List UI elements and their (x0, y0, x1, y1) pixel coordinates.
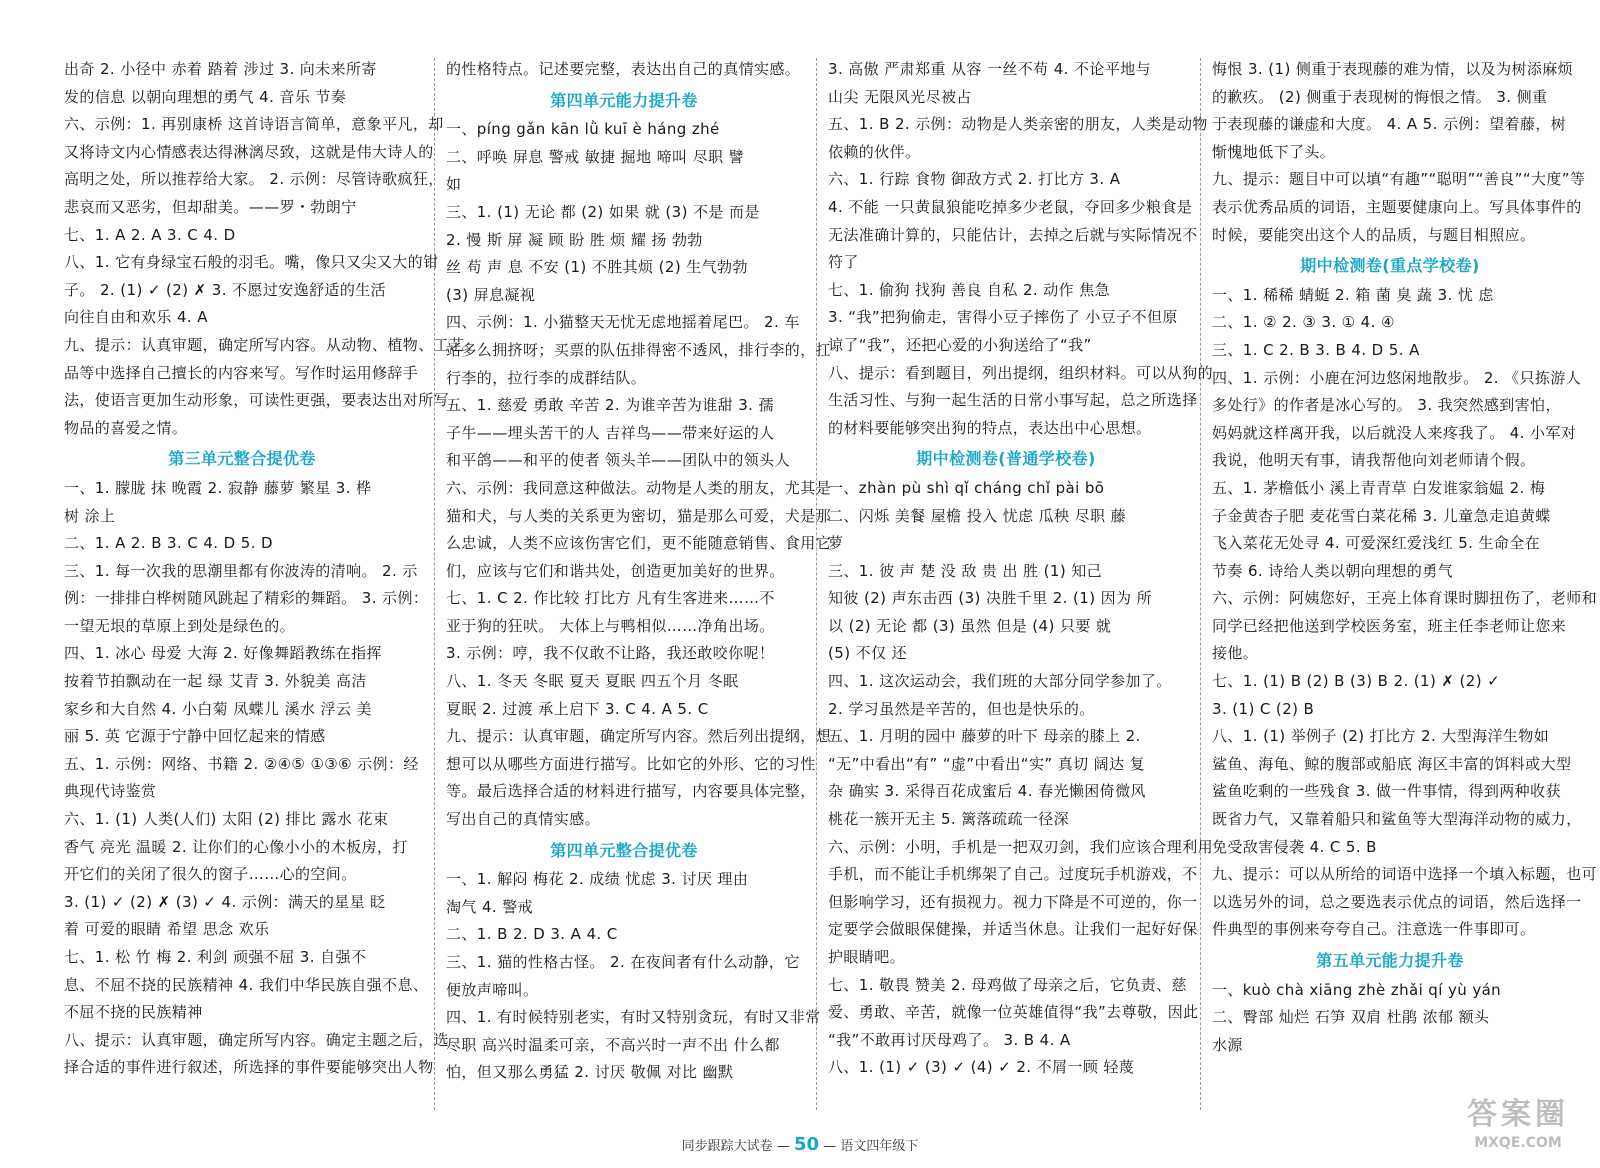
answer-line: 八、1. 冬天 冬眠 夏天 夏眠 四五个月 冬眠 (446, 672, 739, 691)
answer-line: 的性格特点。记述要完整，表达出自己的真情实感。 (446, 60, 801, 78)
answer-line: 定要学会做眼保健操，并适当休息。让我们一起好好保 (828, 920, 1198, 939)
section-heading: 第三单元整合提优卷 (168, 449, 316, 469)
answer-line: 五、1. B 2. 示例：动物是人类亲密的朋友，人类是动物 (828, 115, 1208, 134)
answer-line: 开它们的关闭了很久的窗子……心的空间。 (64, 865, 357, 884)
answer-line: 符了 (828, 253, 859, 272)
answer-line: 怕，但又那么勇猛 2. 讨厌 敬佩 对比 幽默 (446, 1063, 734, 1082)
footer-dash: — (823, 1139, 841, 1154)
answer-line: 行李的，拉行李的成群结队。 (446, 368, 647, 387)
watermark-logo (1452, 1096, 1584, 1160)
answer-line: 爱、勇敢、辛苦，就像一位英雄值得“我”去尊敬，因此 (828, 1003, 1199, 1022)
answer-line: 三、1. 猫的性格古怪。 2. 在夜间者有什么动静，它 (446, 953, 800, 971)
answer-line: 五、1. 示例：网络、书籍 2. ②④⑤ ①③⑥ 示例：经 (64, 754, 419, 773)
answer-line: 于表现藤的谦虚和大度。 4. A 5. 示例：望着藤，树 (1212, 115, 1567, 134)
answer-line: 按着节拍飘动在一起 绿 艾青 3. 外貌美 高洁 (64, 672, 367, 691)
answer-line: 3. “我”把狗偷走，害得小豆子摔伤了 小豆子不但原 (828, 308, 1178, 327)
answer-line: “我”不敢再讨厌母鸡了。 3. B 4. A (828, 1030, 1071, 1049)
answer-line: (3) 屏息凝视 (446, 285, 536, 304)
answer-line: 九、提示：题目中可以填“有趣”“聪明”“善良”“大度”等 (1212, 170, 1586, 189)
answer-line: 八、1. (1) 举例子 (2) 打比方 2. 大型海洋生物如 (1212, 727, 1550, 746)
answer-line: 妈妈就这样离开我，以后就没人来疼我了。 4. 小军对 (1212, 423, 1577, 442)
answer-line: 一、1. 解闷 梅花 2. 成绩 忧虑 3. 讨厌 理由 (446, 870, 749, 889)
answer-line: 站多么拥挤呀；买票的队伍排得密不透风，排行李的，扛 (446, 340, 832, 359)
answer-column-3 (828, 56, 1214, 1082)
answer-line: 二、呼唤 屏息 警戒 敏捷 掘地 啼叫 尽职 譬 (446, 147, 744, 166)
answer-line: 知彼 (2) 声东击西 (3) 决胜千里 2. (1) 因为 所 (828, 589, 1152, 608)
answer-line: 节奏 6. 诗给人类以朝向理想的勇气 (1212, 561, 1454, 580)
answer-line: 法，使语言更加生动形象，可读性更强，要表达出对所写 (64, 391, 450, 410)
answer-line: 四、1. 这次运动会，我们班的大部分同学参加了。 (828, 672, 1172, 691)
answer-line: 手机，而不能让手机绑架了自己。过度玩手机游戏，不 (828, 865, 1198, 884)
answer-line: 如 (446, 175, 462, 194)
answer-line: 二、闪烁 美餐 屋檐 投入 忧虑 瓜秧 尽职 藤 (828, 506, 1126, 525)
answer-line: (5) 不仅 还 (828, 644, 907, 663)
answer-line: 择合适的事件进行叙述，所选择的事件要能够突出人物 (64, 1058, 434, 1077)
answer-line: 免受敌害侵袭 4. C 5. B (1212, 837, 1377, 856)
answer-line: 一、1. 朦胧 抹 晚霞 2. 寂静 藤萝 繁星 3. 桦 (64, 478, 372, 497)
footer-subject: 语文四年级下 (840, 1139, 919, 1154)
answer-line: 杂 确实 3. 采得百花成蜜后 4. 春光懒困倚微风 (828, 782, 1146, 801)
answer-line: 丝 苟 声 息 不安 (1) 不胜其烦 (2) 生气勃勃 (446, 258, 748, 277)
answer-line: 尽职 高兴时温柔可亲，不高兴时一声不出 什么都 (446, 1035, 780, 1054)
answer-line: 夏眠 2. 过渡 承上启下 3. C 4. A 5. C (446, 699, 709, 718)
answer-line: 八、提示：认真审题，确定所写内容。确定主题之后，选 (64, 1030, 450, 1049)
watermark-text: 答案圈 (1467, 1097, 1569, 1132)
answer-line: 出奇 2. 小径中 赤着 踏着 涉过 3. 向未来所寄 (64, 60, 377, 78)
answer-line: 3. 高傲 严肃郑重 从容 一丝不苟 4. 不论平地与 (828, 60, 1152, 78)
answer-line: 发的信息 以朝向理想的勇气 4. 音乐 节奏 (64, 87, 347, 106)
answer-line: 四、1. 冰心 母爱 大海 2. 好像舞蹈教练在指挥 (64, 644, 382, 663)
watermark-url: MXQE.COM (1474, 1135, 1562, 1151)
answer-line: 我说，他明天有事，请我帮他向刘老师请个假。 (1212, 451, 1536, 470)
answer-line: 香气 亮光 温暖 2. 让你们的心像小小的木板房，打 (64, 837, 408, 856)
answer-line: 悔恨 3. (1) 侧重于表现藤的难为情，以及为树添麻烦 (1212, 60, 1574, 78)
answer-line: 三、1. (1) 无论 都 (2) 如果 就 (3) 不是 而是 (446, 202, 760, 221)
answer-line: 五、1. 慈爱 勇敢 辛苦 2. 为谁辛苦为谁甜 3. 孺 (446, 396, 774, 415)
answer-line: 生活习性、与狗一起生活的日常小事写起，总之所选择 (828, 391, 1198, 410)
answer-line: 亚于狗的狂吠。 大体上与鸭相似……净角出场。 (446, 616, 775, 635)
answer-line: 一、zhàn pù shì qǐ cháng chǐ pài bō (828, 478, 1105, 497)
answer-line: 九、提示：可以从所给的词语中选择一个填入标题，也可 (1212, 865, 1598, 884)
answer-line: 猫和犬，与人类的关系更为密切，猫是那么可爱，犬是那 (446, 506, 832, 525)
answer-line: 六、示例：我同意这种做法。动物是人类的朋友，尤其是 (446, 478, 832, 497)
answer-line: 四、1. 示例：小鹿在河边悠闲地散步。 2. 《只拣游人 (1212, 368, 1582, 387)
answer-column-1 (64, 56, 465, 1082)
answer-line: 二、1. ② 2. ③ 3. ① 4. ④ (1212, 313, 1395, 332)
answer-line: 七、1. (1) B (2) B (3) B 2. (1) ✗ (2) ✓ (1212, 672, 1501, 691)
answer-line: 子金黄杏子肥 麦花雪白菜花稀 3. 儿童急走追黄蝶 (1212, 506, 1551, 525)
page-footer (0, 1134, 1600, 1155)
answer-line: 家乡和大自然 4. 小白菊 凤蝶儿 溪水 浮云 美 (64, 699, 372, 718)
answer-line: 五、1. 茅檐低小 溪上青青草 白发谁家翁媪 2. 梅 (1212, 478, 1546, 497)
answer-line: 四、示例：1. 小猫整天无忧无虑地摇着尾巴。 2. 车 (446, 313, 800, 332)
answer-line: 子。 2. (1) ✓ (2) ✗ 3. 不愿过安逸舒适的生活 (64, 280, 387, 299)
answer-line: 息、不屈不挠的民族精神 4. 我们中华民族自强不息、 (64, 975, 429, 994)
answer-line: 八、1. (1) ✓ (3) ✓ (4) ✓ 2. 不屑一顾 轻蔑 (828, 1058, 1135, 1077)
answer-line: 九、提示：认真审题，确定所写内容。然后列出提纲，想 (446, 727, 832, 746)
answer-line: 多处行》的作者是冰心写的。 3. 我突然感到害怕， (1212, 396, 1561, 415)
answer-line: 例：一排排白桦树随风跳起了精彩的舞蹈。 3. 示例： (64, 589, 429, 608)
answer-line: 二、1. B 2. D 3. A 4. C (446, 925, 618, 944)
answer-line: 子牛——埋头苦干的人 吉祥鸟——带来好运的人 (446, 423, 775, 442)
answer-line: 六、1. 行踪 食物 御敌方式 2. 打比方 3. A (828, 170, 1121, 189)
answer-line: 三、1. 每一次我的思潮里都有你波涛的清响。 2. 示 (64, 561, 418, 580)
answer-line: 七、1. 偷狗 找狗 善良 自私 2. 动作 焦急 (828, 280, 1111, 299)
answer-line: 六、1. (1) 人类(人们) 太阳 (2) 排比 露水 花束 (64, 810, 389, 829)
answer-line: 便放声啼叫。 (446, 980, 539, 999)
answer-line: 八、提示：看到题目，列出提纲，组织材料。可以从狗的 (828, 363, 1214, 382)
answer-line: 二、1. A 2. B 3. C 4. D 5. D (64, 534, 273, 553)
answer-line: 想可以从哪些方面进行描写。比如它的外形、它的习性 (446, 754, 816, 773)
answer-line: 六、示例：小明，手机是一把双刃剑，我们应该合理利用 (828, 837, 1214, 856)
answer-line: 同学已经把他送到学校医务室，班主任李老师让您来 (1212, 616, 1567, 635)
answer-line: 水源 (1212, 1035, 1243, 1054)
answer-line: 丽 5. 英 它源于宁静中回忆起来的情感 (64, 727, 326, 746)
answer-line: 又将诗文内心情感表达得淋漓尽致，这就是伟大诗人的 (64, 142, 434, 161)
answer-line: 桃花一簇开无主 5. 篱落疏疏一径深 (828, 810, 1070, 829)
answer-line: 以选另外的词，总之要选表示优点的词语，然后选择一 (1212, 892, 1582, 911)
answer-line: 高明之处，所以推荐给大家。 2. 示例：尽管诗歌疯狂， (64, 170, 444, 189)
answer-line: 一、1. 稀稀 蜻蜓 2. 箱 菌 臭 蔬 3. 忧 虑 (1212, 285, 1494, 304)
answer-line: 既省力气，又靠着船只和鲨鱼等大型海洋动物的威力， (1212, 810, 1582, 829)
answer-line: 一、píng gǎn kān lǜ kuī è háng zhé (446, 120, 720, 139)
answer-line: “无”中看出“有” “虚”中看出“实” 真切 阔达 复 (828, 754, 1146, 773)
answer-line: 2. 慢 斯 屏 凝 顾 盼 胜 烦 耀 扬 勃勃 (446, 230, 703, 249)
answer-line: 3. 示例：哼，我不仅敢不让路，我还敢咬你呢！ (446, 644, 775, 663)
footer-book-title: 同步跟踪大试卷 (681, 1139, 773, 1154)
answer-line: 向往自由和欢乐 4. A (64, 308, 208, 327)
answer-line: 悲哀而又恶劣，但却甜美。——罗・勃朗宁 (64, 197, 357, 216)
answer-line: 物品的喜爱之情。 (64, 418, 188, 437)
section-heading: 第四单元整合提优卷 (550, 840, 698, 860)
answer-line: 七、1. C 2. 作比较 打比方 凡有生客进来……不 (446, 589, 775, 608)
column-divider (434, 58, 435, 1110)
answer-line: 惭愧地低下了头。 (1212, 142, 1336, 161)
answer-line: 2. 学习虽然是辛苦的，但也是快乐的。 (828, 699, 1095, 718)
answer-line: 但影响学习，还有损视力。视力下降是不可逆的，你一 (828, 892, 1198, 911)
answer-line: 写出自己的真情实感。 (446, 810, 601, 829)
answer-column-4 (1212, 56, 1598, 1059)
answer-line: 八、1. 它有身绿宝石般的羽毛。嘴，像只又尖又大的钳 (64, 253, 439, 272)
answer-line: 四、1. 有时候特别老实，有时又特别贪玩，有时又非常 (446, 1008, 821, 1027)
answer-line: 等。最后选择合适的材料进行描写，内容要具体完整， (446, 782, 816, 801)
answer-line: 七、1. 松 竹 梅 2. 利剑 顽强不屈 3. 自强不 (64, 948, 367, 966)
answer-line: 依赖的伙伴。 (828, 142, 921, 161)
answer-line: 表示优秀品质的词语，主题要健康向上。写具体事件的 (1212, 197, 1582, 216)
footer-dash: — (776, 1139, 794, 1154)
answer-line: 七、1. A 2. A 3. C 4. D (64, 225, 236, 244)
answer-line: 飞入菜花无处寻 4. 可爱深红爱浅红 5. 生命全在 (1212, 534, 1541, 553)
answer-line: 4. 不能 一只黄鼠狼能吃掉多少老鼠，夺回多少粮食是 (828, 197, 1193, 216)
answer-line: 件典型的事例来夸夸自己。注意选一件事即可。 (1212, 920, 1536, 939)
answer-line: 们，应该与它们和谐共处，创造更加美好的世界。 (446, 561, 785, 580)
answer-line: 五、1. 月明的园中 藤萝的叶下 母亲的膝上 2. (828, 727, 1141, 746)
column-divider (816, 58, 817, 1110)
answer-line: 么忠诚，人类不应该伤害它们，更不能随意销售、食用它 (446, 534, 832, 553)
answer-line: 六、示例：阿姨您好，王亮上体育课时脚扭伤了，老师和 (1212, 589, 1598, 608)
answer-line: 树 涂上 (64, 506, 116, 525)
answer-line: 典现代诗鉴赏 (64, 782, 157, 801)
answer-line: 淘气 4. 警戒 (446, 897, 534, 916)
answer-line: 品等中选择自己擅长的内容来写。写作时运用修辞手 (64, 363, 419, 382)
answer-line: 萝 (828, 534, 844, 553)
answer-line: 六、示例：1. 再别康桥 这首诗语言简单，意象平凡，却 (64, 115, 444, 134)
answer-line: 着 可爱的眼睛 希望 思念 欢乐 (64, 920, 270, 939)
section-heading: 期中检测卷(重点学校卷) (1300, 256, 1480, 276)
answer-line: 九、提示：认真审题，确定所写内容。从动物、植物、工艺 (64, 335, 465, 354)
answer-line: 的材料要能够突出狗的特点，表达出中心思想。 (828, 418, 1152, 437)
answer-line: 以 (2) 无论 都 (3) 虽然 但是 (4) 只要 就 (828, 616, 1112, 635)
answer-line: 一、kuò chà xiāng zhè zhǎi qí yù yán (1212, 980, 1502, 999)
section-heading: 第五单元能力提升卷 (1316, 951, 1464, 970)
answer-line: 三、1. 彼 声 楚 没 敌 贵 出 胜 (1) 知己 (828, 561, 1103, 580)
answer-line: 三、1. C 2. B 3. B 4. D 5. A (1212, 340, 1420, 359)
page-number: 50 (793, 1134, 820, 1155)
answer-line: 二、臀部 灿烂 石笋 双肩 杜鹃 浓郁 额头 (1212, 1008, 1490, 1027)
answer-line: 3. (1) C (2) B (1212, 699, 1315, 718)
answer-line: 时候，要能突出这个人的品质，与题目相照应。 (1212, 225, 1536, 244)
answer-line: 山尖 无限风光尽被占 (828, 87, 972, 106)
answer-line: 护眼睛吧。 (828, 948, 906, 966)
answer-line: 无法准确计算的，只能估计，去掉之后就与实际情况不 (828, 225, 1198, 244)
answer-line: 和平鸽——和平的使者 领头羊——团队中的领头人 (446, 451, 790, 470)
answer-column-2 (446, 56, 832, 1087)
answer-line: 七、1. 敬畏 赞美 2. 母鸡做了母亲之后，它负责、慈 (828, 975, 1187, 994)
column-divider (1200, 58, 1201, 1110)
answer-line: 接他。 (1212, 644, 1259, 663)
answer-line: 不屈不挠的民族精神 (64, 1003, 203, 1022)
answer-line: 一望无垠的草原上到处是绿色的。 (64, 616, 296, 635)
answer-line: 3. (1) ✓ (2) ✗ (3) ✓ 4. 示例：满天的星星 眨 (64, 892, 386, 911)
answer-line: 鲨鱼吃剩的一些残食 3. 做一件事情，得到两种收获 (1212, 782, 1561, 801)
answer-line: 的歉疚。 (2) 侧重于表现树的悔恨之情。 3. 侧重 (1212, 87, 1548, 106)
section-heading: 第四单元能力提升卷 (550, 90, 698, 110)
answer-line: 谅了“我”，还把心爱的小狗送给了“我” (828, 335, 1092, 354)
section-heading: 期中检测卷(普通学校卷) (916, 449, 1096, 469)
answer-line: 鲨鱼、海龟、鲸的腹部或船底 海区丰富的饵料或大型 (1212, 754, 1572, 773)
